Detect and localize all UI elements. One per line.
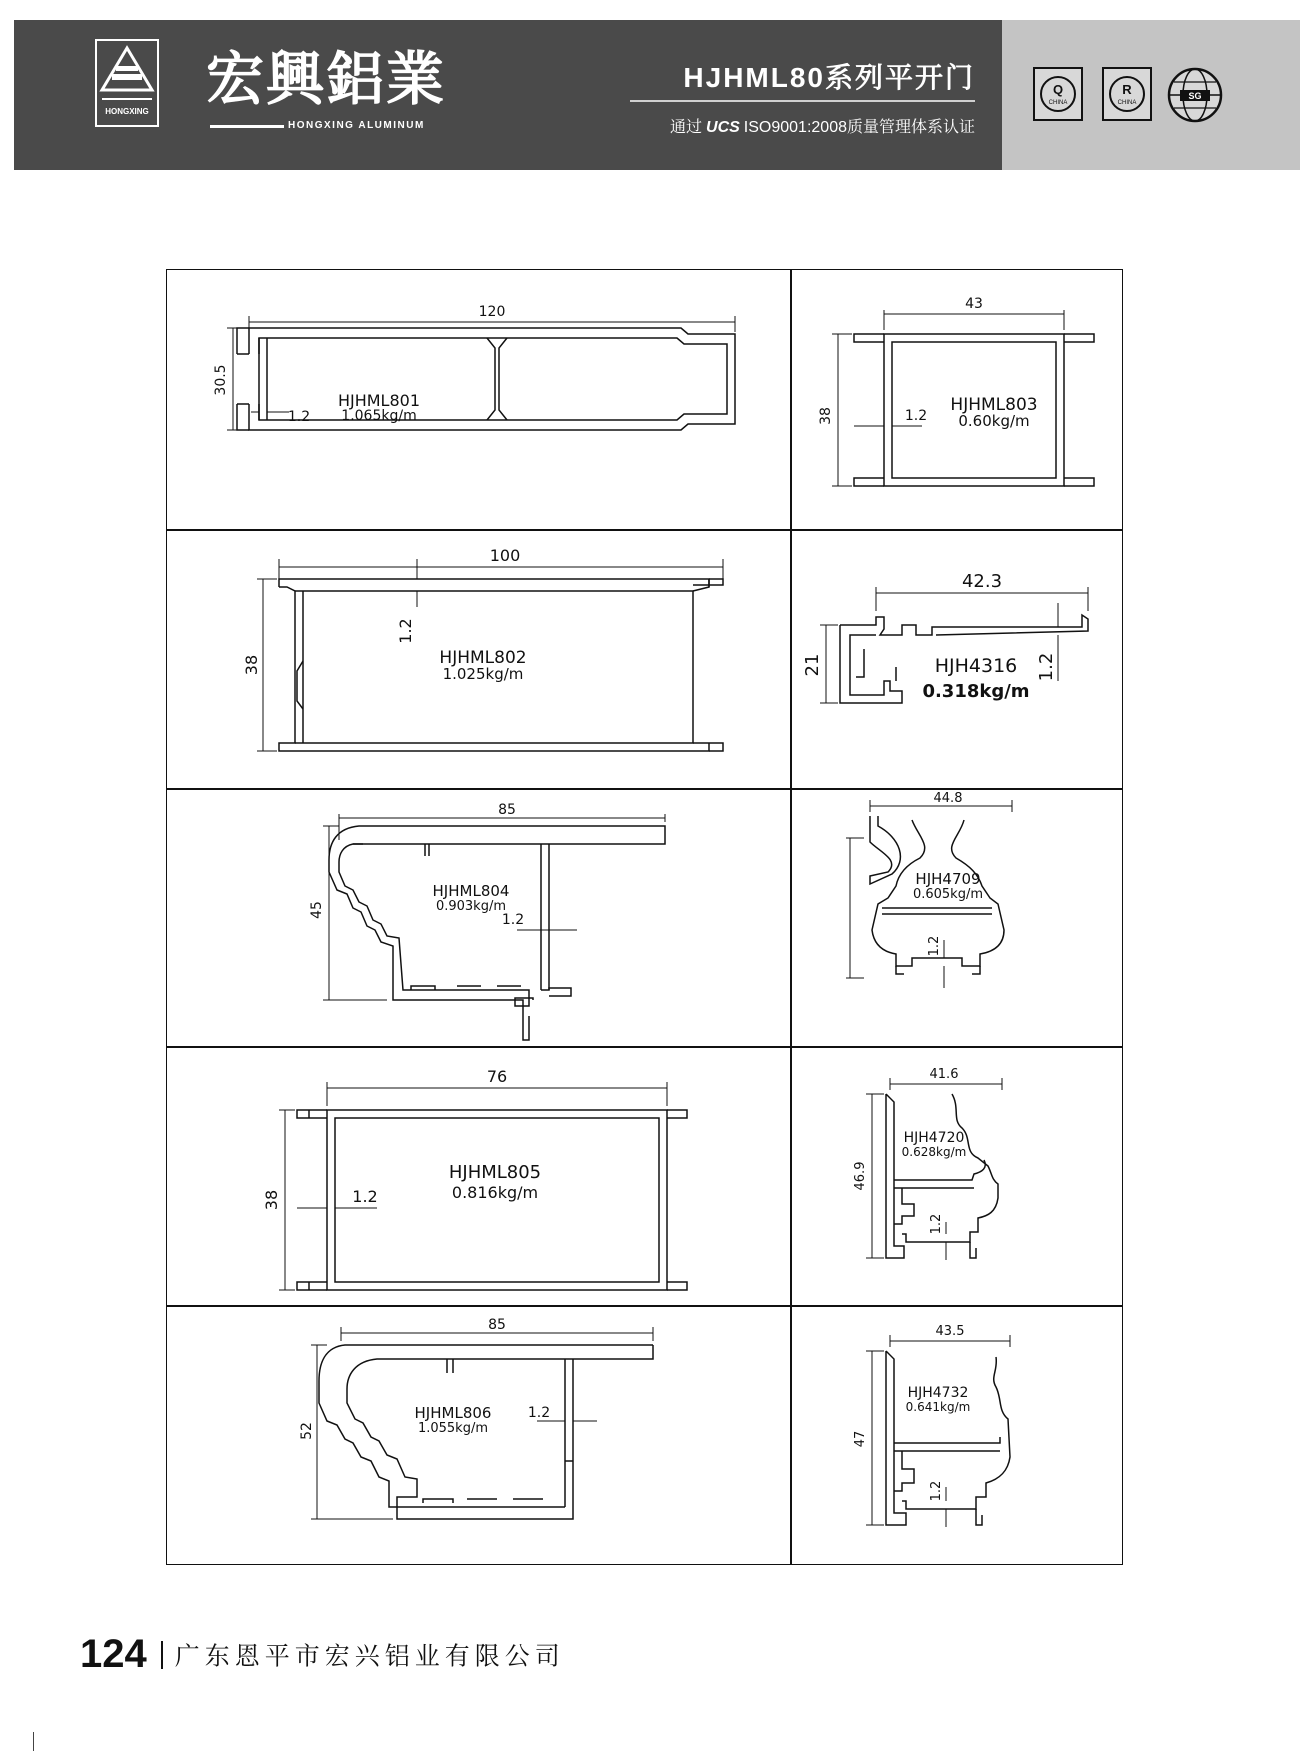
- hjh4732-section: [886, 1351, 1010, 1525]
- profile-weight: 0.816kg/m: [451, 1183, 539, 1202]
- profile-card-hjh4709: [791, 789, 1123, 1047]
- dim-height: 38: [262, 1189, 281, 1211]
- profile-code: HJHML805: [448, 1162, 542, 1183]
- dim-height: 52: [299, 1422, 315, 1440]
- dim-height: 38: [818, 407, 834, 425]
- dim-width: 43: [965, 296, 983, 312]
- profile-card-hjhml806: [166, 1306, 791, 1565]
- profile-code: HJHML804: [432, 882, 510, 900]
- dim-width: 120: [478, 304, 506, 320]
- r-china-badge: [1102, 67, 1152, 121]
- cert-suffix: ISO9001:2008质量管理体系认证: [743, 119, 975, 136]
- dim-width: 42.3: [961, 571, 1003, 592]
- q-china-badge: [1033, 67, 1083, 121]
- profile-card-hjh4720: [791, 1047, 1123, 1306]
- dim-height: 47: [853, 1430, 868, 1448]
- company-name: 广东恩平市宏兴铝业有限公司: [174, 1641, 565, 1671]
- profile-code: HJH4732: [907, 1385, 969, 1401]
- profile-code: HJHML801: [337, 391, 421, 410]
- series-title: HJHML80系列平开门: [683, 62, 975, 93]
- profile-weight: 0.628kg/m: [901, 1145, 967, 1159]
- profile-weight: 0.60kg/m: [958, 412, 1030, 430]
- dim-wall: 1.2: [904, 408, 928, 424]
- profile-card-hjhml802: [166, 530, 791, 789]
- dim-wall: 1.2: [396, 618, 415, 644]
- profile-card-hjhml801: [166, 269, 791, 530]
- profile-code: HJHML806: [414, 1404, 492, 1422]
- profile-code: HJH4316: [934, 655, 1018, 677]
- profile-card-hjhml803: [791, 269, 1123, 530]
- profile-weight: 0.903kg/m: [435, 899, 507, 914]
- sgs-globe-badge: [1166, 66, 1224, 124]
- dim-wall: 1.2: [527, 1405, 551, 1421]
- dim-width: 100: [489, 546, 521, 565]
- svg-text:CHINA: CHINA: [1048, 100, 1068, 106]
- dim-width: 76: [486, 1067, 508, 1086]
- profile-code: HJH4720: [903, 1130, 965, 1146]
- dim-wall: 1.2: [352, 1187, 378, 1206]
- company-logo: [94, 38, 160, 128]
- title-divider: [630, 100, 975, 102]
- hjhml804-section: [329, 826, 665, 1040]
- dim-wall: 1.2: [929, 1480, 944, 1502]
- hjhml801-section: [237, 328, 735, 430]
- profile-weight: 0.605kg/m: [912, 887, 984, 902]
- page-footer: [80, 1632, 565, 1682]
- brand-underline: [210, 125, 284, 128]
- page-number: 124: [80, 1632, 147, 1676]
- crop-mark: [33, 1732, 34, 1751]
- brand-name: 宏興鋁業: [206, 45, 447, 113]
- profile-grid: [166, 269, 1123, 1565]
- profile-code: HJHML803: [950, 395, 1038, 415]
- dim-height: 30.5: [213, 364, 229, 396]
- certification-text: [670, 114, 975, 137]
- svg-text:R: R: [1122, 82, 1132, 97]
- profile-code: HJH4709: [915, 870, 981, 888]
- dim-height: 21: [802, 653, 823, 677]
- svg-text:SG: SG: [1188, 91, 1202, 101]
- dim-height: 46.9: [853, 1161, 868, 1191]
- profile-card-hjhml805: [166, 1047, 791, 1306]
- profile-code: HJHML802: [439, 648, 527, 668]
- footer-separator: [161, 1641, 163, 1669]
- dim-wall: 1.2: [927, 935, 942, 957]
- dim-width: 85: [488, 1317, 506, 1333]
- dim-width: 43.5: [935, 1324, 965, 1339]
- profile-weight: 0.318kg/m: [922, 681, 1030, 702]
- dim-wall: 1.2: [501, 912, 525, 928]
- dim-height: 38: [242, 654, 261, 676]
- profile-weight: 1.025kg/m: [442, 665, 524, 683]
- dim-width: 41.6: [929, 1067, 959, 1082]
- svg-text:Q: Q: [1052, 82, 1064, 97]
- brand-subtitle: HONGXING ALUMINUM: [288, 120, 425, 131]
- logo-text: HONGXING: [105, 107, 149, 116]
- profile-card-hjh4316: [791, 530, 1123, 789]
- dim-width: 44.8: [933, 791, 963, 806]
- profile-card-hjh4732: [791, 1306, 1123, 1565]
- cert-prefix: 通过: [670, 119, 703, 136]
- profile-card-hjhml804: [166, 789, 791, 1047]
- ucs-mark: UCS: [706, 119, 740, 136]
- svg-text:CHINA: CHINA: [1117, 100, 1137, 106]
- dim-width: 85: [498, 802, 516, 818]
- profile-weight: 1.065kg/m: [341, 408, 417, 424]
- dim-wall: 1.2: [1036, 652, 1057, 682]
- dim-wall: 1.2: [287, 409, 311, 425]
- dim-wall: 1.2: [929, 1213, 944, 1235]
- profile-weight: 0.641kg/m: [905, 1400, 971, 1414]
- profile-weight: 1.055kg/m: [417, 1421, 489, 1436]
- dim-height: 45: [309, 901, 325, 919]
